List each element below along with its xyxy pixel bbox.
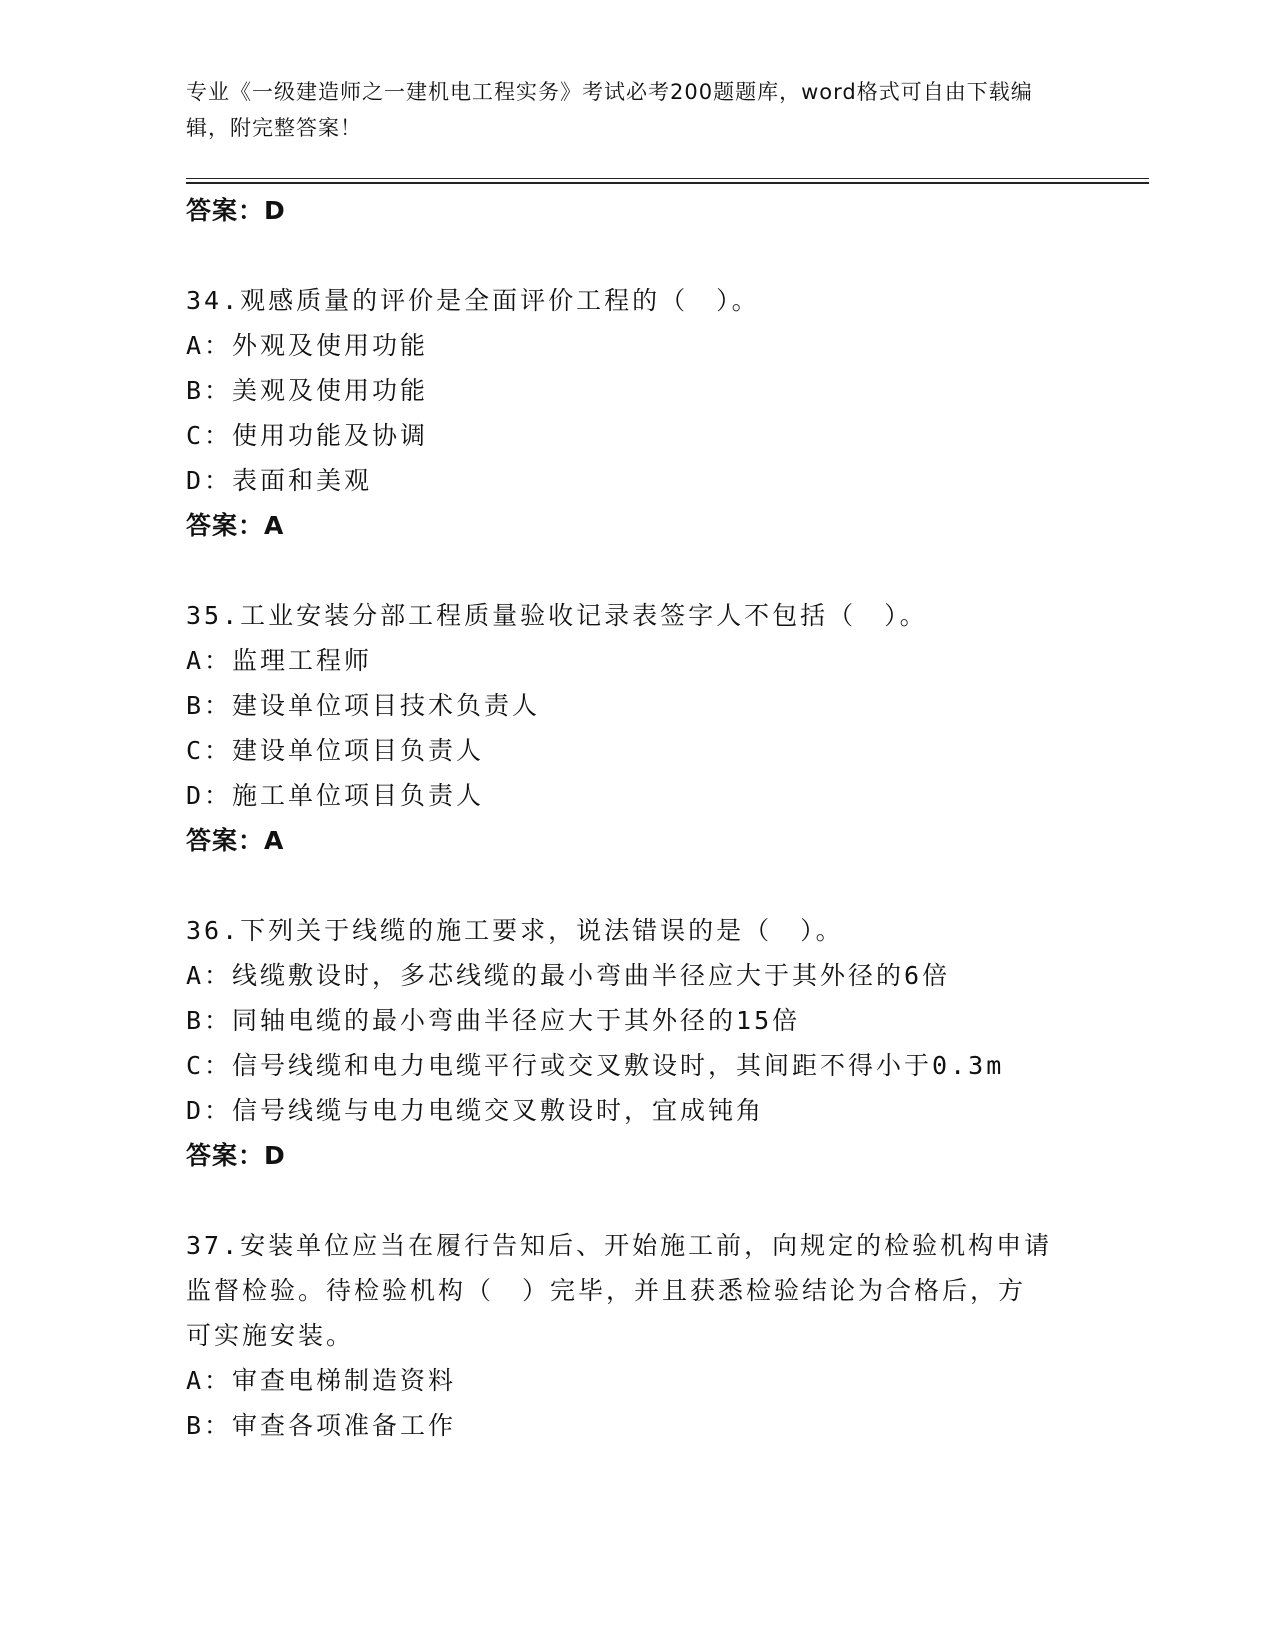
q34-option-d: D：表面和美观 [186,466,373,495]
q37-stem-line-3: 可实施安装。 [186,1321,355,1350]
q34-answer: 答案：A [186,511,285,540]
question-35 [186,593,1086,863]
header-rule-thin [186,178,1149,179]
header-rule-thick [186,182,1149,184]
q36-option-a: A：线缆敷设时，多芯线缆的最小弯曲半径应大于其外径的6倍 [186,961,951,990]
spacer [186,1178,1086,1223]
q37-stem-line-2: 监督检验。待检验机构（ ）完毕，并且获悉检验结论为合格后，方 [186,1276,1027,1305]
question-36 [186,908,1086,1178]
q36-option-d: D：信号线缆与电力电缆交叉敷设时，宜成钝角 [186,1096,765,1125]
question-37 [186,1223,1086,1448]
q34-option-c: C：使用功能及协调 [186,421,429,450]
spacer [186,233,1086,278]
q35-option-d: D：施工单位项目负责人 [186,781,485,810]
q36-option-c: C：信号线缆和电力电缆平行或交叉敷设时，其间距不得小于0.3m [186,1051,1005,1080]
q35-stem: 35.工业安装分部工程质量验收记录表签字人不包括（ ）。 [186,601,928,630]
page-header: 专业《一级建造师之一建机电工程实务》考试必考200题题库，word格式可自由下载编辑，附完整答案！ [186,80,1033,140]
q37-option-a: A：审查电梯制造资料 [186,1366,457,1395]
q34-option-b: B：美观及使用功能 [186,376,429,405]
q36-stem: 36.下列关于线缆的施工要求，说法错误的是（ ）。 [186,916,844,945]
q33-answer: 答案：D [186,196,286,225]
question-list [186,188,1086,1448]
q37-stem-line-1: 37.安装单位应当在履行告知后、开始施工前，向规定的检验机构申请 [186,1231,1053,1260]
spacer [186,548,1086,593]
q34-stem: 34.观感质量的评价是全面评价工程的（ ）。 [186,286,760,315]
q35-option-c: C：建设单位项目负责人 [186,736,485,765]
question-34 [186,278,1086,548]
q34-option-a: A：外观及使用功能 [186,331,429,360]
q36-answer: 答案：D [186,1141,286,1170]
q35-option-b: B：建设单位项目技术负责人 [186,691,541,720]
spacer [186,863,1086,908]
q35-answer: 答案：A [186,826,285,855]
q36-option-b: B：同轴电缆的最小弯曲半径应大于其外径的15倍 [186,1006,801,1035]
q35-option-a: A：监理工程师 [186,646,373,675]
q37-option-b: B：审查各项准备工作 [186,1411,457,1440]
